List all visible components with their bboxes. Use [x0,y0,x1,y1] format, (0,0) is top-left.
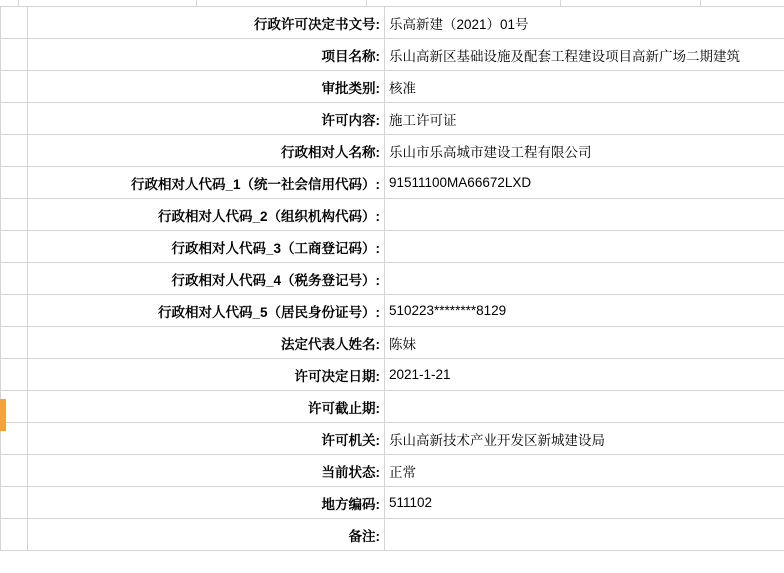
info-table [0,6,784,551]
field-label: 行政相对人代码_2（组织机构代码）: [157,208,380,224]
field-label-cell[interactable] [28,7,385,39]
field-value-cell[interactable] [385,327,784,359]
field-value: 2021-1-21 [389,367,451,382]
row-gutter-cell[interactable] [1,39,28,71]
table-row[interactable] [1,103,784,135]
field-label: 行政许可决定书文号: [254,16,380,32]
field-value: 乐山高新技术产业开发区新城建设局 [389,432,605,448]
row-gutter-cell[interactable] [1,231,28,263]
field-value-cell[interactable] [385,423,784,455]
field-label-cell[interactable] [28,231,385,263]
field-value: 施工许可证 [389,112,457,128]
table-row[interactable] [1,71,784,103]
table-row[interactable] [1,39,784,71]
field-value-cell[interactable] [385,71,784,103]
field-value: 乐山市乐高城市建设工程有限公司 [389,144,592,160]
field-label-cell[interactable] [28,391,385,423]
field-label: 项目名称: [321,48,380,64]
field-label-cell[interactable] [28,455,385,487]
field-label: 当前状态: [321,464,380,480]
row-gutter-cell[interactable] [1,71,28,103]
field-value-cell[interactable] [385,103,784,135]
field-label-cell[interactable] [28,199,385,231]
table-row[interactable] [1,455,784,487]
field-label: 行政相对人代码_5（居民身份证号）: [157,304,380,320]
table-row[interactable] [1,199,784,231]
row-gutter-cell[interactable] [1,135,28,167]
column-ruler-strip [0,0,784,6]
table-row[interactable] [1,391,784,423]
field-label-cell[interactable] [28,423,385,455]
field-label: 审批类别: [321,80,380,96]
field-value: 正常 [389,464,416,480]
table-row[interactable] [1,519,784,551]
field-value: 511102 [389,495,433,510]
field-label: 行政相对人代码_1（统一社会信用代码）: [130,176,380,192]
field-value-cell[interactable] [385,167,784,199]
field-value-cell[interactable] [385,135,784,167]
row-gutter-cell[interactable] [1,103,28,135]
field-value-cell[interactable] [385,263,784,295]
field-label-cell[interactable] [28,71,385,103]
field-label: 法定代表人姓名: [281,336,380,352]
field-label: 许可机关: [321,432,380,448]
field-label-cell[interactable] [28,359,385,391]
field-value-cell[interactable] [385,295,784,327]
field-label-cell[interactable] [28,39,385,71]
field-value-cell[interactable] [385,359,784,391]
table-row[interactable] [1,487,784,519]
table-row[interactable] [1,327,784,359]
field-label-cell[interactable] [28,167,385,199]
table-row[interactable] [1,359,784,391]
field-value-cell[interactable] [385,391,784,423]
field-label-cell[interactable] [28,263,385,295]
field-label: 行政相对人代码_3（工商登记码）: [171,240,380,256]
row-gutter-cell[interactable] [1,7,28,39]
field-label-cell[interactable] [28,295,385,327]
field-value: 510223********8129 [389,303,507,318]
field-label: 许可截止期: [308,400,380,416]
table-row[interactable] [1,7,784,39]
field-label: 备注: [348,528,380,544]
row-gutter-cell[interactable] [1,295,28,327]
table-row[interactable] [1,167,784,199]
field-label-cell[interactable] [28,487,385,519]
table-row[interactable] [1,135,784,167]
field-value: 乐高新建（2021）01号 [389,16,529,32]
row-gutter-cell[interactable] [1,487,28,519]
field-label: 许可决定日期: [294,368,380,384]
table-row[interactable] [1,231,784,263]
field-label: 地方编码: [321,496,380,512]
field-value: 核准 [389,80,416,96]
field-label-cell[interactable] [28,327,385,359]
field-value-cell[interactable] [385,519,784,551]
table-row[interactable] [1,263,784,295]
field-value-cell[interactable] [385,7,784,39]
field-label-cell[interactable] [28,519,385,551]
field-value: 陈妹 [389,336,416,352]
field-label-cell[interactable] [28,103,385,135]
row-gutter-cell[interactable] [1,327,28,359]
field-value-cell[interactable] [385,231,784,263]
table-row[interactable] [1,423,784,455]
field-label-cell[interactable] [28,135,385,167]
field-value: 91511100MA66672LXD [389,175,532,190]
field-label: 行政相对人名称: [281,144,380,160]
row-gutter-cell[interactable] [1,519,28,551]
row-selection-marker [0,399,6,431]
row-gutter-cell[interactable] [1,263,28,295]
field-value: 乐山高新区基础设施及配套工程建设项目高新广场二期建筑 [389,48,740,64]
row-gutter-cell[interactable] [1,455,28,487]
row-gutter-cell[interactable] [1,359,28,391]
table-row[interactable] [1,295,784,327]
field-value-cell[interactable] [385,455,784,487]
field-value-cell[interactable] [385,39,784,71]
field-value-cell[interactable] [385,199,784,231]
field-value-cell[interactable] [385,487,784,519]
field-label: 许可内容: [321,112,380,128]
row-gutter-cell[interactable] [1,167,28,199]
row-gutter-cell[interactable] [1,199,28,231]
field-label: 行政相对人代码_4（税务登记号）: [171,272,380,288]
